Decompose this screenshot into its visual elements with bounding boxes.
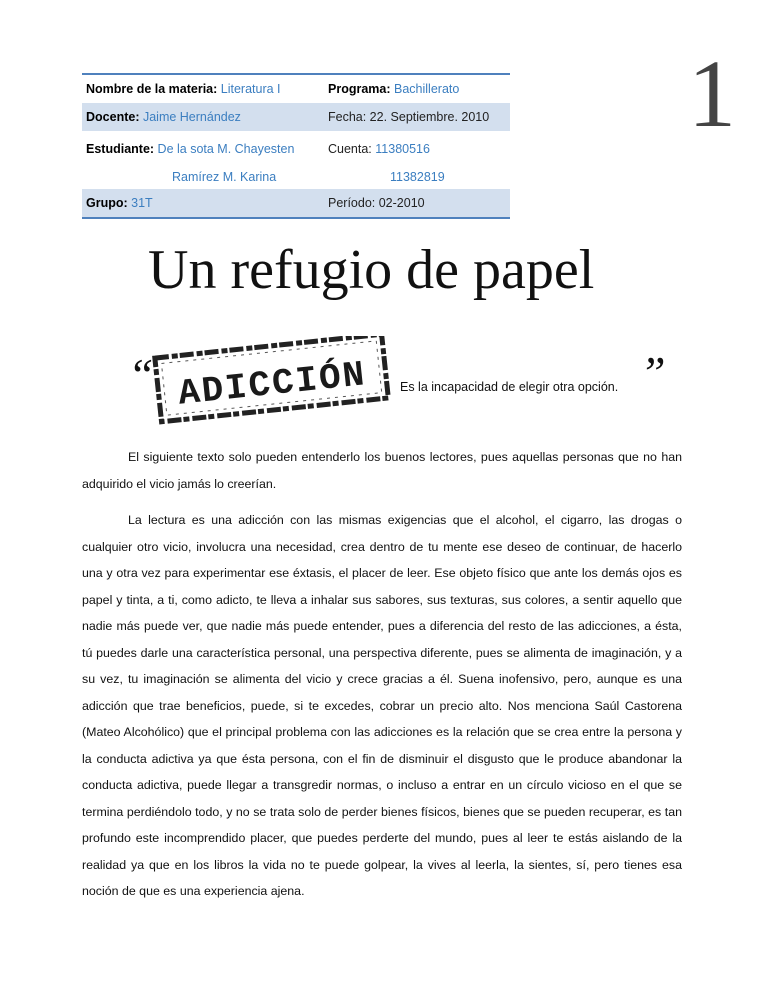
open-quote-mark: “ bbox=[128, 349, 154, 400]
body-text bbox=[82, 444, 682, 915]
document-title: Un refugio de papel bbox=[148, 239, 595, 301]
cuenta-label: Cuenta: bbox=[328, 142, 372, 156]
materia-label: Nombre de la materia: bbox=[86, 82, 218, 96]
close-quote-mark: ” bbox=[640, 347, 666, 398]
info-row-estudiante bbox=[82, 131, 510, 189]
programa-label: Programa: bbox=[328, 82, 391, 96]
cuenta-line-1 bbox=[328, 138, 510, 166]
info-row-materia bbox=[82, 75, 510, 103]
stamp-word: ADICCIÓN bbox=[176, 354, 369, 415]
docente-value: Jaime Hernández bbox=[142, 110, 241, 124]
docente-cell bbox=[82, 103, 324, 131]
estudiante-cell bbox=[82, 131, 324, 194]
programa-cell bbox=[324, 75, 510, 103]
grupo-value: 31T bbox=[131, 196, 153, 210]
paragraph-intro: El siguiente texto solo pueden entenderlo los buenos lectores, pues aquellas personas que no han adquirido el vicio jamás lo creerían. bbox=[82, 450, 682, 491]
materia-value: Literatura I bbox=[220, 82, 281, 96]
grupo-label: Grupo: bbox=[86, 196, 128, 210]
periodo-cell bbox=[324, 189, 510, 217]
periodo-text: Período: 02-2010 bbox=[328, 196, 425, 210]
cuenta-2: 11382819 bbox=[390, 170, 445, 184]
adiccion-stamp-image bbox=[148, 336, 396, 428]
estudiante-line-1 bbox=[86, 138, 324, 166]
docente-label: Docente: bbox=[86, 110, 140, 124]
materia-cell bbox=[82, 75, 324, 103]
estudiante-2: Ramírez M. Karina bbox=[172, 170, 277, 184]
estudiante-1: De la sota M. Chayesten bbox=[157, 142, 295, 156]
grupo-cell bbox=[82, 189, 324, 217]
quote-definition: Es la incapacidad de elegir otra opción. bbox=[400, 380, 619, 394]
cuenta-1: 11380516 bbox=[375, 142, 430, 156]
info-row-docente bbox=[82, 103, 510, 131]
fecha-cell bbox=[324, 103, 510, 131]
stamp-graphic bbox=[148, 336, 396, 428]
info-row-grupo bbox=[82, 189, 510, 217]
paragraph-main: La lectura es una adicción con las mismas exigencias que el alcohol, el cigarro, las drogas o cualquier otro vicio, involucra una necesidad, crea dentro de tu mente ese deseo de continuar, de hacerlo una y otra vez para experimentar ese éxtasis, el placer de leer. Ese objeto físico que ante los demás ojos es papel y tinta, a ti, como adicto, te lleva a inhalar sus sabores, sus texturas, sus colores, a sentir aquello que nadie más puede ver, que nadie más puede entender, pues a diferencia del resto de las adicciones, a ésta, tú puedes darle una característica personal, una perspectiva diferente, pues se alimenta de imaginación, y a su vez, tu imaginación se alimenta del vicio y crece gracias a él. Suena inofensivo, pero, aunque es una adicción que trae beneficios, puede, si te excedes, cobrar un precio alto. Nos menciona Saúl Castorena (Mateo Alcohólico) que el principal problema con las adicciones es la relación que se crea entre la persona y la conducta adictiva ya que ésta persona, con el fin de disminuir el disgusto que le produce abandonar la conducta adictiva, puede llegar a transgredir normas, o incluso a entrar en un círculo vicioso en el que se termina perdiéndolo todo, y no se trata solo de perder bienes físicos, bienes que se pueden recuperar, es tan profundo este incomprendido placer, que puedes perderte del mundo, pues al leer te estás aislando de la realidad ya que en los libros la vida no te puede golpear, la vives al leerla, la sientes, sí, pero tienes esa noción de que es una experiencia ajena. bbox=[82, 513, 682, 898]
fecha-text: Fecha: 22. Septiembre. 2010 bbox=[328, 110, 490, 124]
estudiante-label: Estudiante: bbox=[86, 142, 155, 156]
page-number: 1 bbox=[688, 40, 736, 147]
cuenta-cell bbox=[324, 131, 510, 194]
programa-value: Bachillerato bbox=[394, 82, 460, 96]
course-info-table bbox=[82, 73, 510, 219]
